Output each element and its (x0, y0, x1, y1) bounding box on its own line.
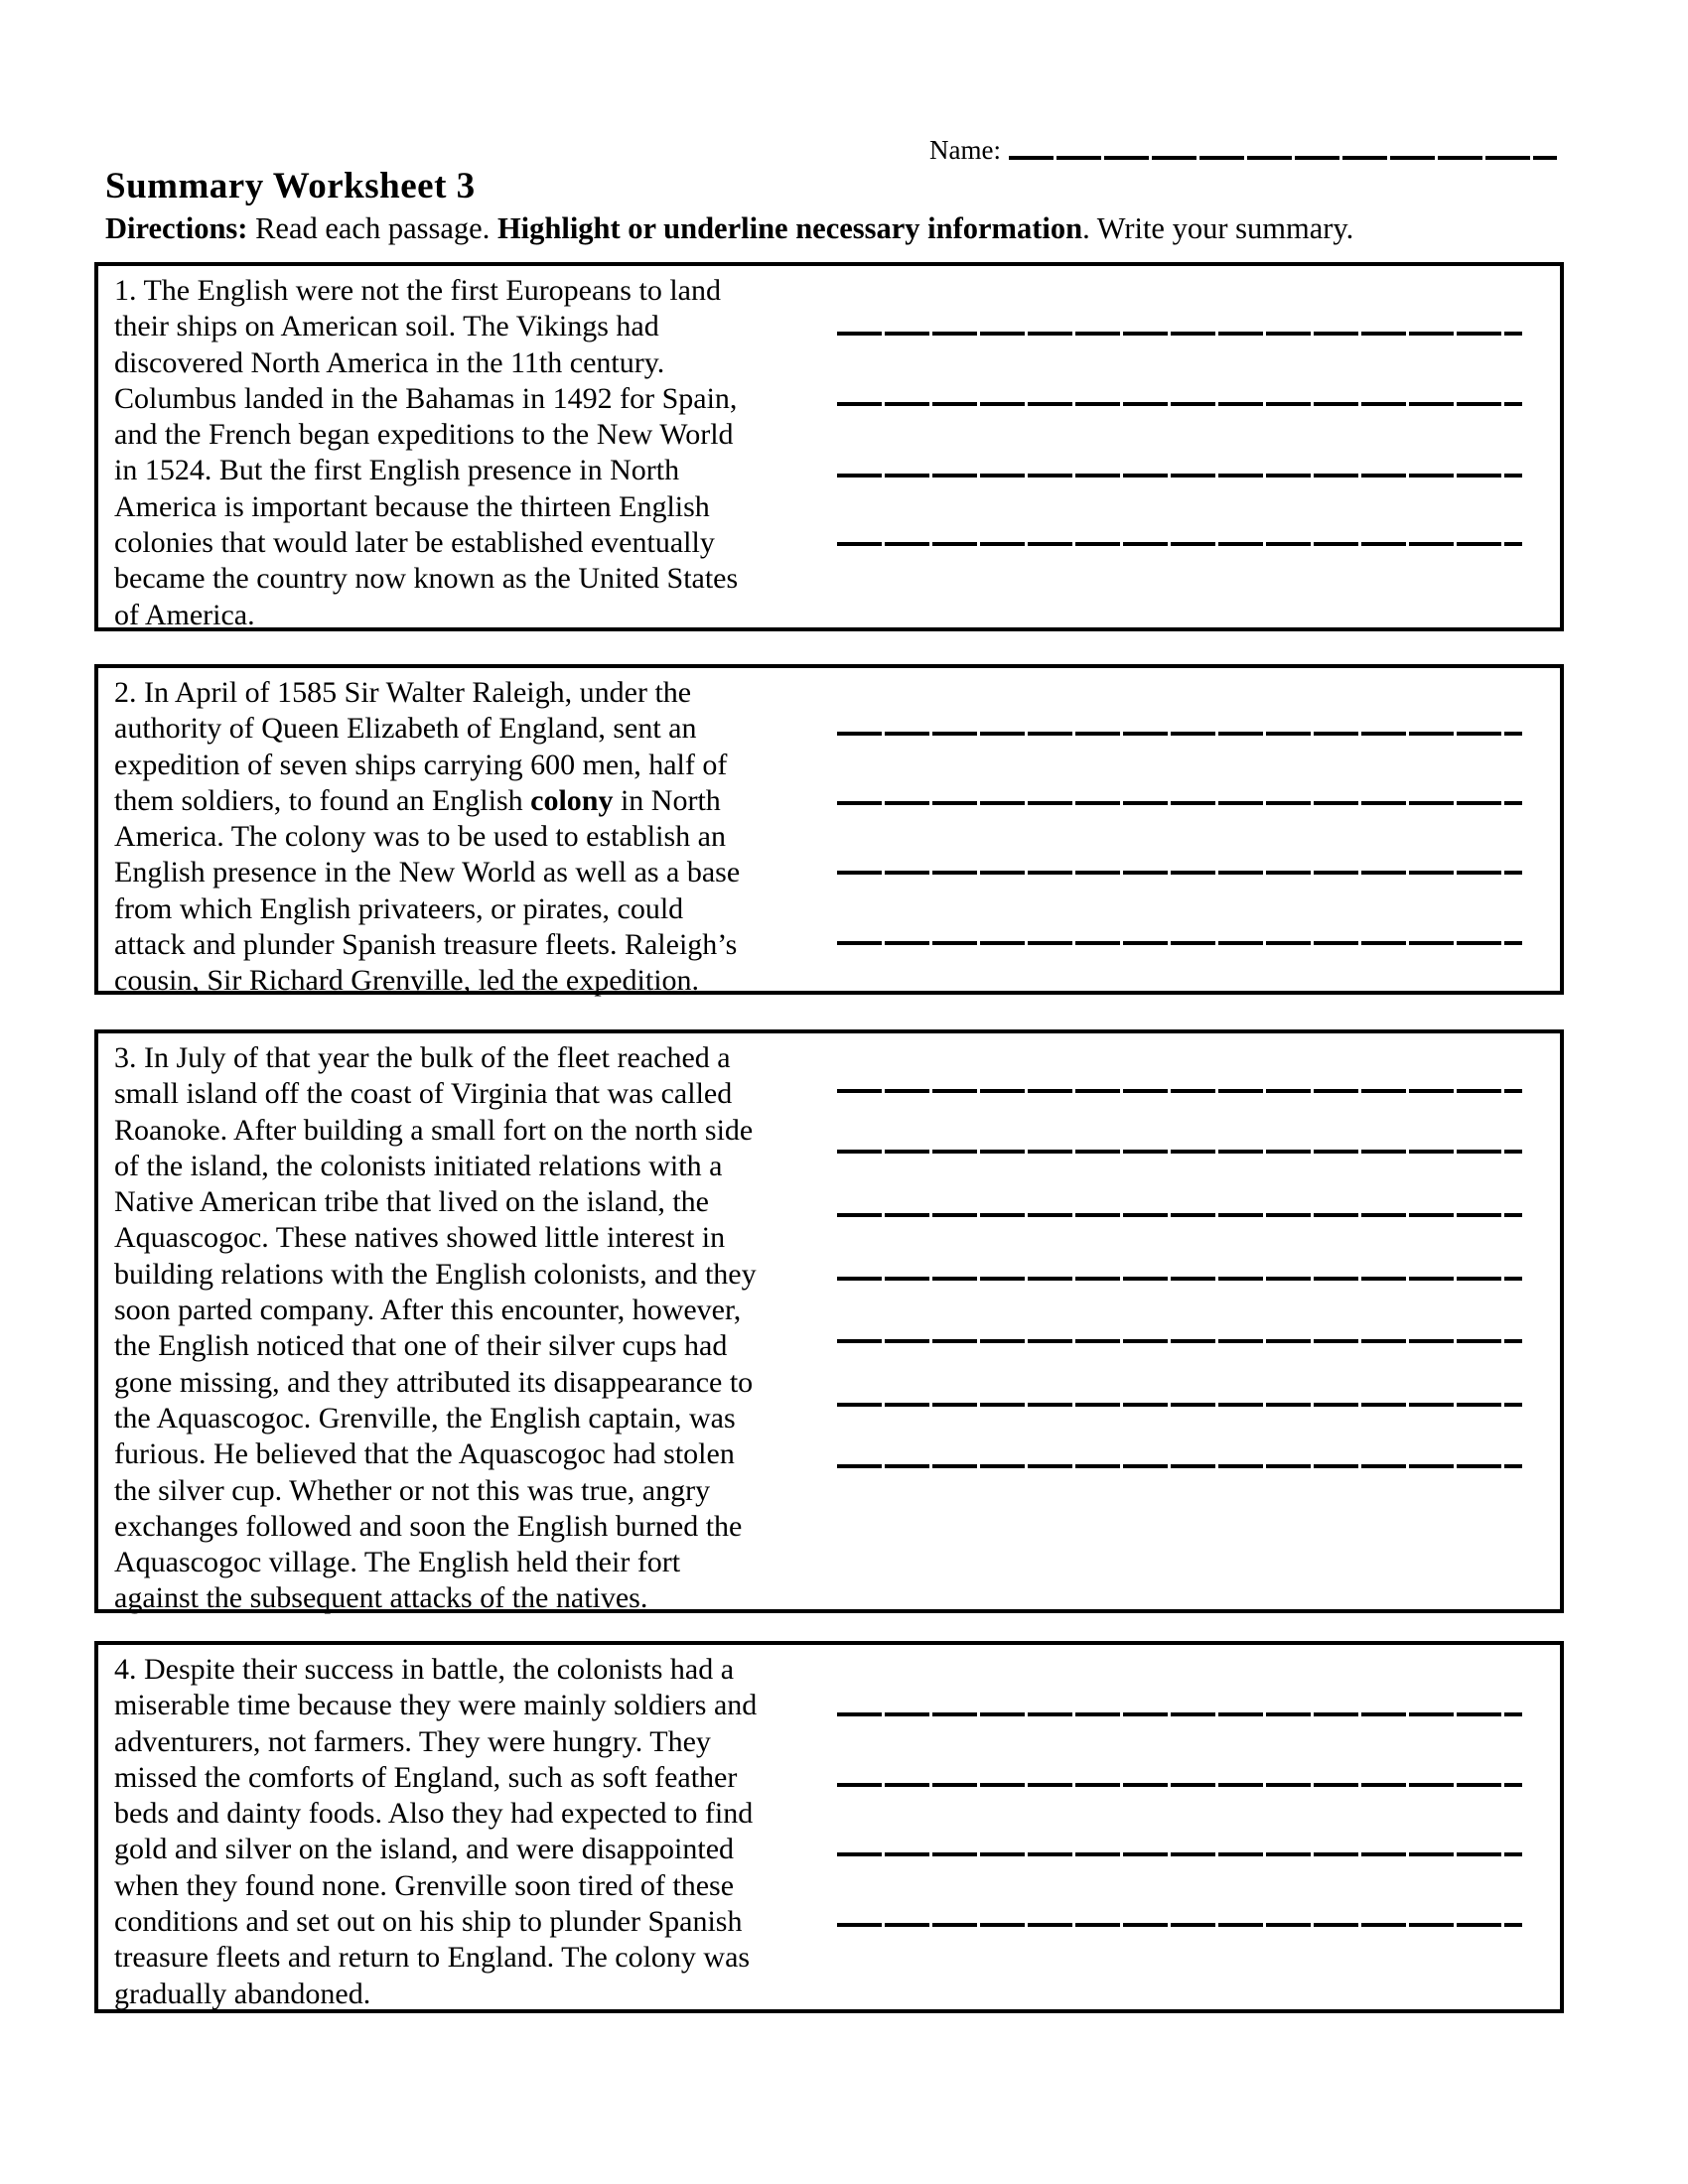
passage-box-1 (94, 262, 1564, 631)
passage-box-2 (94, 664, 1564, 998)
summary-write-line[interactable] (837, 542, 1522, 546)
passage-line: authority of Queen Elizabeth of England, sent an (114, 712, 697, 746)
passage-line: beds and dainty foods. Also they had expected to find (114, 1797, 754, 1831)
passage-line: exchanges followed and soon the English burned the (114, 1509, 743, 1543)
summary-write-line[interactable] (837, 941, 1522, 945)
passage-line: became the country now known as the United States (114, 562, 739, 596)
summary-write-line[interactable] (837, 1464, 1522, 1468)
passage-line: gone missing, and they attributed its disappearance to (114, 1365, 754, 1399)
passage-line: missed the comforts of England, such as soft feather (114, 1760, 738, 1794)
passage-line: Native American tribe that lived on the island, the (114, 1185, 709, 1219)
summary-write-line[interactable] (837, 402, 1522, 406)
summary-write-line[interactable] (837, 474, 1522, 478)
name-input-line[interactable] (1009, 156, 1557, 160)
passage-line: soon parted company. After this encounter, however, (114, 1294, 742, 1327)
name-label: Name: (929, 135, 1001, 165)
summary-write-line[interactable] (837, 332, 1522, 336)
summary-write-line[interactable] (837, 1150, 1522, 1154)
passage-box-3 (94, 1029, 1564, 1613)
summary-write-line[interactable] (837, 1923, 1522, 1927)
passage-line: furious. He believed that the Aquascogoc had stolen (114, 1437, 735, 1471)
passage-line: Columbus landed in the Bahamas in 1492 for Spain, (114, 381, 738, 415)
passage-2-text (114, 675, 740, 1000)
passage-box-4 (94, 1641, 1564, 2013)
passage-line: adventurers, not farmers. They were hungry. They (114, 1724, 711, 1758)
summary-write-line[interactable] (837, 1277, 1522, 1281)
passage-line: in 1524. But the first English presence in North (114, 454, 680, 487)
passage-line: treasure fleets and return to England. The colony was (114, 1941, 751, 1975)
passage-line: cousin, Sir Richard Grenville, led the expedition. (114, 964, 700, 998)
passage-line: of America. (114, 598, 255, 631)
passage-line: small island off the coast of Virginia that was called (114, 1077, 733, 1111)
summary-write-line[interactable] (837, 1089, 1522, 1093)
passage-4-text (114, 1652, 757, 2012)
summary-write-line[interactable] (837, 1403, 1522, 1407)
passage-line: of the island, the colonists initiated relations with a (114, 1149, 723, 1182)
summary-write-line[interactable] (837, 871, 1522, 875)
passage-line: attack and plunder Spanish treasure fleets. Raleigh’s (114, 928, 738, 962)
name-field (929, 135, 1557, 166)
passage-line: America is important because the thirteen English (114, 489, 710, 523)
passage-line: building relations with the English colonists, and they (114, 1257, 757, 1291)
passage-line: 2. In April of 1585 Sir Walter Raleigh, under the (114, 676, 692, 709)
passage-line: English presence in the New World as well as a base (114, 856, 741, 889)
summary-write-line[interactable] (837, 1852, 1522, 1856)
passage-line: against the subsequent attacks of the natives. (114, 1581, 648, 1615)
passage-line: America. The colony was to be used to establish an (114, 820, 726, 854)
passage-line: 3. In July of that year the bulk of the fleet reached a (114, 1041, 731, 1074)
passage-line: when they found none. Grenville soon tired of these (114, 1868, 735, 1902)
summary-write-line[interactable] (837, 1712, 1522, 1716)
passage-line: 1. The English were not the first Europeans to land (114, 274, 721, 307)
summary-write-line[interactable] (837, 1339, 1522, 1343)
passage-line: and the French began expeditions to the New World (114, 418, 734, 452)
summary-write-line[interactable] (837, 801, 1522, 805)
page-title: Summary Worksheet 3 (105, 166, 476, 206)
passage-line: Roanoke. After building a small fort on the north side (114, 1113, 754, 1147)
passage-line: miserable time because they were mainly soldiers and (114, 1689, 758, 1722)
passage-line: discovered North America in the 11th century. (114, 345, 665, 379)
passage-line: Aquascogoc village. The English held their fort (114, 1546, 681, 1579)
summary-write-line[interactable] (837, 1213, 1522, 1217)
passage-line: colonies that would later be established eventually (114, 526, 715, 560)
passage-line: them soldiers, to found an English colony in North (114, 783, 721, 817)
passage-line: gold and silver on the island, and were disappointed (114, 1833, 735, 1866)
passage-line: expedition of seven ships carrying 600 men, half of (114, 748, 728, 781)
passage-line: 4. Despite their success in battle, the colonists had a (114, 1653, 735, 1686)
passage-line: gradually abandoned. (114, 1977, 371, 2010)
passage-line: the Aquascogoc. Grenville, the English captain, was (114, 1401, 736, 1434)
summary-write-line[interactable] (837, 1783, 1522, 1787)
passage-line: from which English privateers, or pirates, could (114, 891, 684, 925)
passage-line: the silver cup. Whether or not this was true, angry (114, 1473, 711, 1507)
passage-1-text (114, 273, 738, 633)
passage-3-text (114, 1040, 757, 1617)
passage-line: conditions and set out on his ship to plunder Spanish (114, 1905, 743, 1939)
summary-write-line[interactable] (837, 732, 1522, 736)
passage-line: the English noticed that one of their silver cups had (114, 1329, 728, 1363)
passage-line: Aquascogoc. These natives showed little interest in (114, 1221, 726, 1255)
passage-line: their ships on American soil. The Vikings had (114, 310, 659, 343)
directions-text: Directions: Read each passage. Highlight or underline necessary information. Write your summary. (105, 211, 1354, 245)
